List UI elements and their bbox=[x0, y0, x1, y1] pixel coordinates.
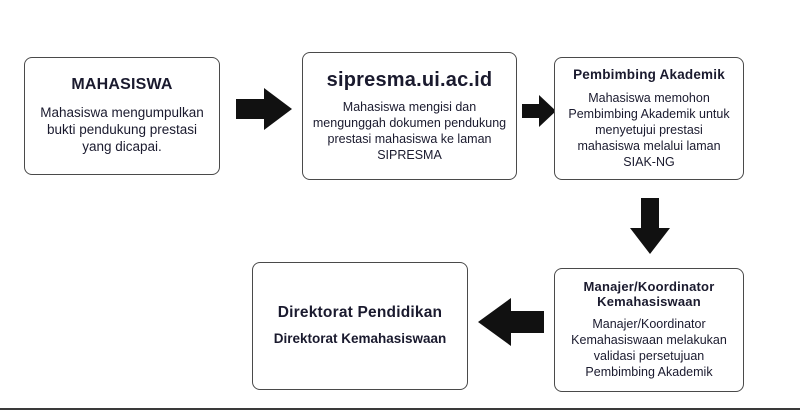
arrow-right-icon-sipresma-to-pembimbing bbox=[522, 95, 556, 127]
node-manajer-koordinator-kemahasiswaan bbox=[554, 268, 744, 392]
node-pembimbing-akademik-body: Mahasiswa memohon Pembimbing Akademik untuk menyetujui prestasi mahasiswa melalui laman SIAK-NG bbox=[568, 90, 730, 169]
node-manajer-koordinator-body: Manajer/Koordinator Kemahasiswaan melakukan validasi persetujuan Pembimbing Akademik bbox=[571, 317, 727, 380]
arrow-right-icon-mahasiswa-to-sipresma bbox=[236, 88, 292, 130]
node-direktorat-pendidikan-title: Direktorat Pendidikan bbox=[277, 304, 443, 322]
bottom-divider bbox=[0, 408, 800, 410]
node-sipresma bbox=[302, 52, 517, 180]
node-mahasiswa bbox=[24, 57, 220, 175]
node-sipresma-body: Mahasiswa mengisi dan mengunggah dokumen pendukung prestasi mahasiswa ke laman SIPRESMA bbox=[312, 100, 507, 162]
node-direktorat-pendidikan-body: Direktorat Kemahasiswaan bbox=[273, 331, 447, 347]
node-manajer-koordinator-title: Manajer/Koordinator Kemahasiswaan bbox=[583, 278, 715, 309]
node-mahasiswa-body: Mahasiswa mengumpulkan bukti pendukung prestasi yang dicapai. bbox=[40, 104, 204, 155]
node-direktorat-pendidikan bbox=[252, 262, 468, 390]
node-pembimbing-akademik-title: Pembimbing Akademik bbox=[573, 67, 725, 83]
node-mahasiswa-title: MAHASISWA bbox=[71, 76, 173, 94]
arrow-left-icon-manajer-to-direktorat bbox=[478, 298, 544, 346]
node-sipresma-title: sipresma.ui.ac.id bbox=[326, 69, 493, 91]
arrow-down-icon-pembimbing-to-manajer bbox=[630, 198, 670, 254]
node-pembimbing-akademik bbox=[554, 57, 744, 180]
